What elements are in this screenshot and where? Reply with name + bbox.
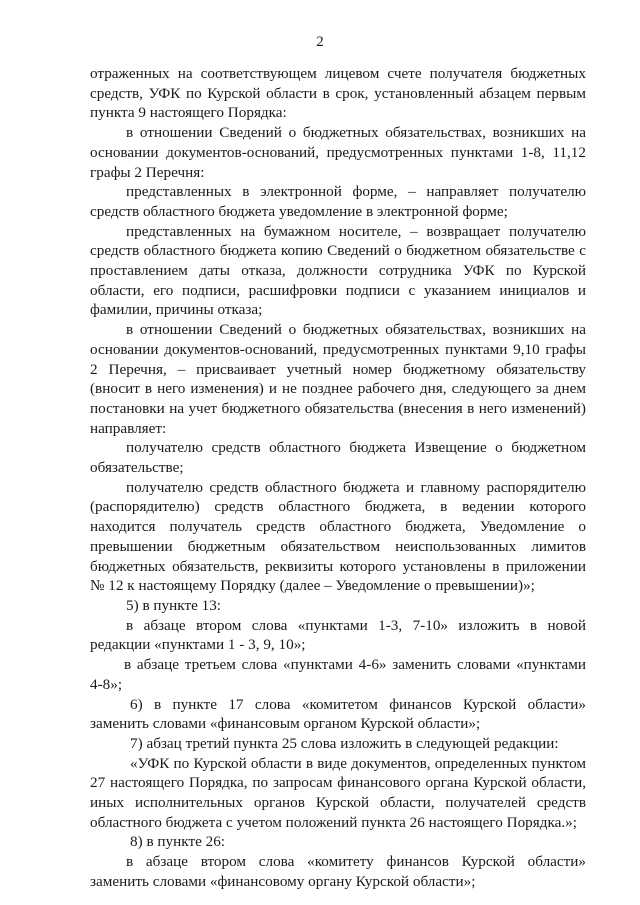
paragraph: 6) в пункте 17 слова «комитетом финансов Курской области» заменить словами «финансовым органом Курской области»; — [90, 695, 586, 733]
paragraph: 7) абзац третий пункта 25 слова изложить в следующей редакции: — [130, 734, 559, 752]
paragraph: 8) в пункте 26: — [130, 833, 226, 851]
paragraph: в абзаце втором слова «пунктами 1-3, 7-10» изложить в новой редакции «пунктами 1 - 3, 9, 10»; — [90, 616, 586, 654]
paragraph: в абзаце третьем слова «пунктами 4-6» заменить словами «пунктами 4-8»; — [90, 656, 586, 693]
paragraph: получателю средств областного бюджета и главному распорядителю (распорядителю) средств областного бюджета, в ведении которого находится получатель средств областного бюджета, Уведомление о превышении бюджетным обязательством неиспользованных лимитов бюджетных обязательств, реквизиты которого установлены в приложении № 12 к настоящему Порядку (далее – Уведомление о превышении)»; — [90, 478, 586, 595]
document-body — [90, 64, 586, 892]
page-number: 2 — [316, 34, 324, 50]
paragraph: в отношении Сведений о бюджетных обязательствах, возникших на основании документов-оснований, предусмотренных пунктами 1-8, 11,12 графы 2 Перечня: — [90, 124, 586, 181]
paragraph: в отношении Сведений о бюджетных обязательствах, возникших на основании документов-оснований, предусмотренных пунктами 9,10 графы 2 Перечня, – присваивает учетный номер бюджетному обязательству (вносит в него изменения) и не позднее рабочего дня, следующего за днем постановки на учет бюджетного обязательства (внесения в него изменений) направляет: — [90, 321, 586, 437]
paragraph: представленных в электронной форме, – направляет получателю средств областного бюджета уведомление в электронной форме; — [90, 183, 586, 220]
paragraph: получателю средств областного бюджета Извещение о бюджетном обязательстве; — [90, 439, 586, 477]
paragraph: представленных на бумажном носителе, – возвращает получателю средств областного бюджета копию Сведений о бюджетном обязательстве с проставлением даты отказа, должности сотрудника УФК по Курской области, его подписи, расшифровки подписи с указанием инициалов и фамилии, причины отказа; — [90, 222, 586, 319]
paragraph: в абзаце втором слова «комитету финансов Курской области» заменить словами «финансовому органу Курской области»; — [90, 853, 586, 890]
paragraph: 5) в пункте 13: — [126, 596, 222, 614]
paragraph: отраженных на соответствующем лицевом счете получателя бюджетных средств, УФК по Курской области в срок, установленный абзацем первым пункта 9 настоящего Порядка: — [90, 65, 586, 122]
paragraph: «УФК по Курской области в виде документов, определенных пунктом 27 настоящего Порядка, по запросам финансового органа Курской области, иных исполнительных органов Курской области, получателей средств областного бюджета с учетом положений пункта 26 настоящего Порядка.»; — [90, 754, 586, 831]
